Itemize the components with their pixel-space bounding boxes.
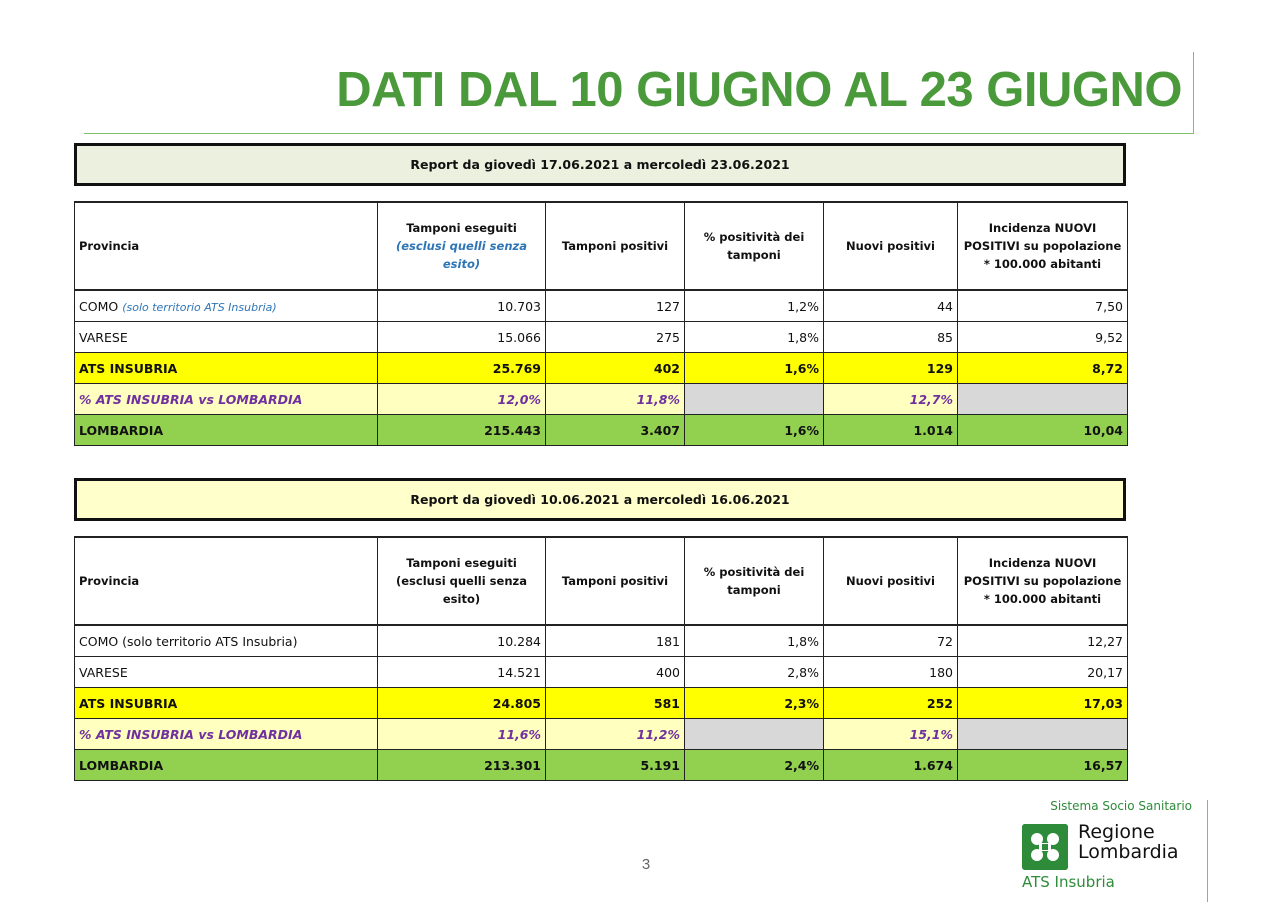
- table-header: [75, 202, 1128, 290]
- title-underline: [84, 133, 1194, 134]
- cell: 72: [824, 625, 958, 657]
- report-period-2: Report da giovedì 10.06.2021 a mercoledì 16.06.2021: [74, 478, 1126, 521]
- table-row-ats-insubria: [75, 688, 1128, 719]
- table-row-varese: [75, 657, 1128, 688]
- table-row-como: [75, 290, 1128, 322]
- regione-lombardia-rose-icon: [1022, 824, 1068, 870]
- header-tamponi-eseguiti-label: Tamponi eseguiti: [406, 221, 517, 235]
- cell: 11,6%: [378, 719, 546, 750]
- row-name: VARESE: [75, 657, 378, 688]
- row-name: LOMBARDIA: [75, 415, 378, 446]
- cell: 5.191: [546, 750, 685, 781]
- cell: 8,72: [958, 353, 1128, 384]
- title-side-rule: [1193, 52, 1194, 134]
- cell: 9,52: [958, 322, 1128, 353]
- cell: 1,8%: [685, 322, 824, 353]
- cell: 24.805: [378, 688, 546, 719]
- table-row-lombardia: [75, 415, 1128, 446]
- cell: 252: [824, 688, 958, 719]
- cell: 1.014: [824, 415, 958, 446]
- cell: 10.703: [378, 290, 546, 322]
- header-positivita: % positività dei tamponi: [685, 537, 824, 625]
- empty-cell: [685, 384, 824, 415]
- cell: 1.674: [824, 750, 958, 781]
- cell: 25.769: [378, 353, 546, 384]
- table-row-como: [75, 625, 1128, 657]
- cell: 7,50: [958, 290, 1128, 322]
- header-tamponi-eseguiti-label: Tamponi eseguiti: [406, 556, 517, 570]
- header-incidenza: Incidenza NUOVI POSITIVI su popolazione * 100.000 abitanti: [958, 537, 1128, 625]
- row-name: % ATS INSUBRIA vs LOMBARDIA: [75, 384, 378, 415]
- logo-regione-lombardia: [1078, 822, 1179, 862]
- row-name: [75, 290, 378, 322]
- header-tamponi-eseguiti: [378, 202, 546, 290]
- row-name: % ATS INSUBRIA vs LOMBARDIA: [75, 719, 378, 750]
- logo-ats-insubria: ATS Insubria: [1022, 873, 1115, 891]
- cell: 581: [546, 688, 685, 719]
- como-note: (solo territorio ATS Insubria): [122, 300, 277, 314]
- cell: 12,27: [958, 625, 1128, 657]
- header-incidenza: Incidenza NUOVI POSITIVI su popolazione * 100.000 abitanti: [958, 202, 1128, 290]
- logo-line-2: Lombardia: [1078, 841, 1179, 863]
- cell: 181: [546, 625, 685, 657]
- cell: 2,8%: [685, 657, 824, 688]
- cell: 1,8%: [685, 625, 824, 657]
- header-esclusi-note: (esclusi quelli senza esito): [396, 239, 527, 271]
- header-tamponi-positivi: Tamponi positivi: [546, 537, 685, 625]
- row-name: ATS INSUBRIA: [75, 353, 378, 384]
- cell: 20,17: [958, 657, 1128, 688]
- cell: 400: [546, 657, 685, 688]
- row-name: COMO (solo territorio ATS Insubria): [75, 625, 378, 657]
- cell: 14.521: [378, 657, 546, 688]
- row-name: ATS INSUBRIA: [75, 688, 378, 719]
- cell: 12,0%: [378, 384, 546, 415]
- cell: 127: [546, 290, 685, 322]
- row-name: LOMBARDIA: [75, 750, 378, 781]
- cell: 15.066: [378, 322, 546, 353]
- table-row-varese: [75, 322, 1128, 353]
- row-name-como: COMO: [79, 298, 119, 314]
- cell: 1,6%: [685, 415, 824, 446]
- row-name: VARESE: [75, 322, 378, 353]
- table-row-pct-vs-lombardia: [75, 384, 1128, 415]
- cell: 129: [824, 353, 958, 384]
- cell: 16,57: [958, 750, 1128, 781]
- table-row-ats-insubria: [75, 353, 1128, 384]
- cell: 15,1%: [824, 719, 958, 750]
- cell: 10.284: [378, 625, 546, 657]
- cell: 1,2%: [685, 290, 824, 322]
- page-title: DATI DAL 10 GIUGNO AL 23 GIUGNO: [336, 63, 1182, 117]
- table-header: [75, 537, 1128, 625]
- header-esclusi-note: (esclusi quelli senza esito): [396, 574, 527, 606]
- empty-cell: [958, 384, 1128, 415]
- header-provincia: Provincia: [75, 537, 378, 625]
- header-provincia: Provincia: [75, 202, 378, 290]
- cell: 3.407: [546, 415, 685, 446]
- cell: 402: [546, 353, 685, 384]
- page-number: 3: [641, 856, 651, 873]
- header-tamponi-positivi: Tamponi positivi: [546, 202, 685, 290]
- logo-divider: [1207, 800, 1208, 902]
- cell: 85: [824, 322, 958, 353]
- cell: 1,6%: [685, 353, 824, 384]
- data-table-1: [74, 201, 1128, 446]
- cell: 10,04: [958, 415, 1128, 446]
- report-period-1: Report da giovedì 17.06.2021 a mercoledì 23.06.2021: [74, 143, 1126, 186]
- cell: 215.443: [378, 415, 546, 446]
- data-table-2: [74, 536, 1128, 781]
- cell: 11,2%: [546, 719, 685, 750]
- cell: 2,4%: [685, 750, 824, 781]
- cell: 11,8%: [546, 384, 685, 415]
- header-nuovi-positivi: Nuovi positivi: [824, 202, 958, 290]
- header-nuovi-positivi: Nuovi positivi: [824, 537, 958, 625]
- cell: 17,03: [958, 688, 1128, 719]
- cell: 180: [824, 657, 958, 688]
- cell: 213.301: [378, 750, 546, 781]
- logo-line-1: Regione: [1078, 821, 1155, 843]
- cell: 12,7%: [824, 384, 958, 415]
- cell: 275: [546, 322, 685, 353]
- empty-cell: [958, 719, 1128, 750]
- logo-system-label: Sistema Socio Sanitario: [1050, 799, 1192, 813]
- header-tamponi-eseguiti: [378, 537, 546, 625]
- table-row-pct-vs-lombardia: [75, 719, 1128, 750]
- header-positivita: % positività dei tamponi: [685, 202, 824, 290]
- cell: 2,3%: [685, 688, 824, 719]
- cell: 44: [824, 290, 958, 322]
- table-row-lombardia: [75, 750, 1128, 781]
- empty-cell: [685, 719, 824, 750]
